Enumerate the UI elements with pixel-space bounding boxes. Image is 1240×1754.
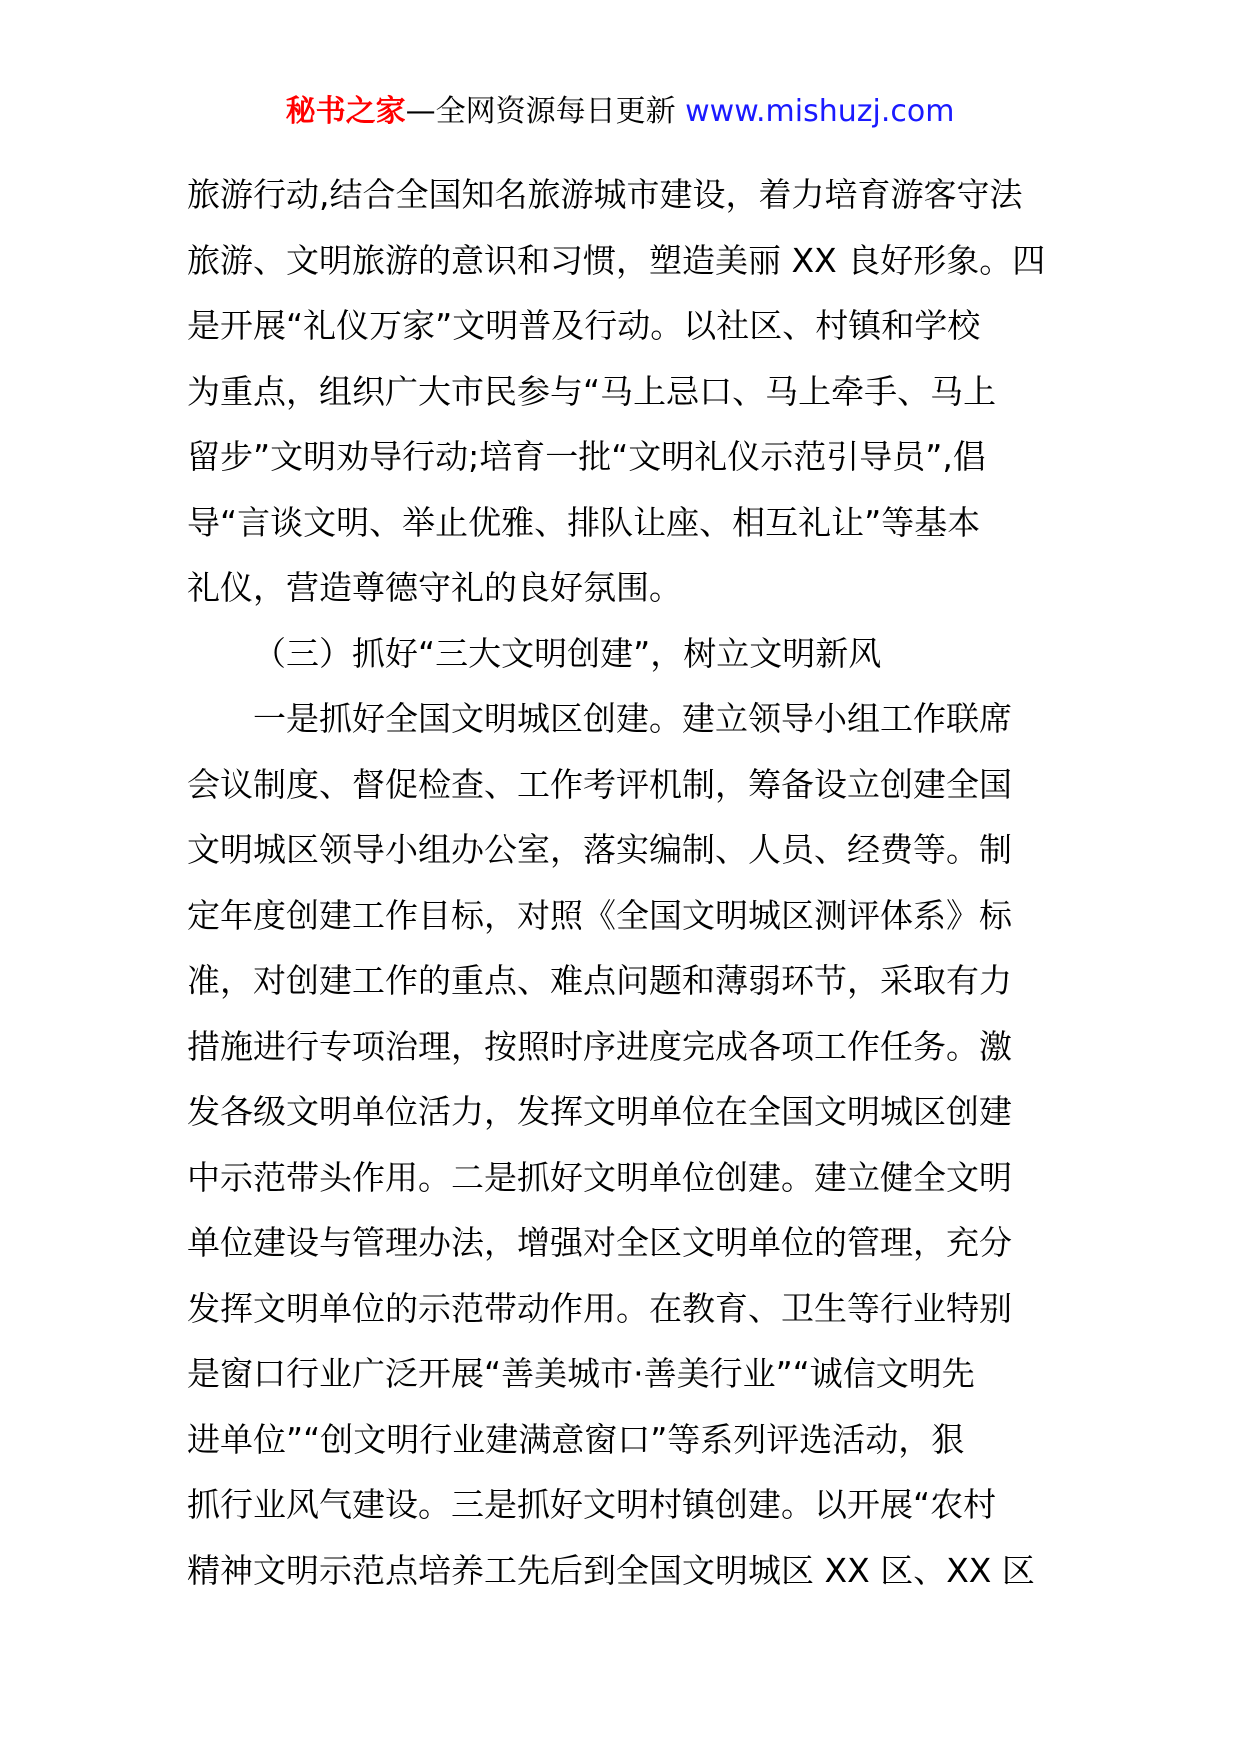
body-line: 中示范带头作用。二是抓好文明单位创建。建立健全文明	[187, 1157, 1012, 1197]
body-line: 是窗口行业广泛开展“善美城市·善美行业”“诚信文明先	[187, 1354, 975, 1393]
body-line: 留步”文明劝导行动;培育一批“文明礼仪示范引导员”,倡	[187, 437, 986, 476]
body-line: 准，对创建工作的重点、难点问题和薄弱环节，采取有力	[187, 961, 1012, 1000]
body-line: 导“言谈文明、举止优雅、排队让座、相互礼让”等基本	[187, 502, 981, 542]
body-line: 定年度创建工作目标，对照《全国文明城区测评体系》标	[187, 895, 1012, 935]
page-header	[0, 90, 1240, 134]
body-line: 会议制度、督促检查、工作考评机制，筹备设立创建全国	[187, 764, 1012, 804]
document-body	[187, 162, 1067, 1603]
body-line: 措施进行专项治理，按照时序进度完成各项工作任务。激	[187, 1026, 1012, 1066]
body-line: 抓行业风气建设。三是抓好文明村镇创建。以开展“农村	[187, 1485, 997, 1524]
body-line: 旅游、文明旅游的意识和习惯，塑造美丽 XX 良好形象。四	[187, 240, 1046, 280]
paragraph-first-line: 一是抓好全国文明城区创建。建立领导小组工作联席	[253, 699, 1012, 738]
body-line: 为重点，组织广大市民参与“马上忌口、马上牵手、马上	[187, 371, 997, 411]
body-line: 礼仪，营造尊德守礼的良好氛围。	[187, 568, 682, 607]
body-line: 旅游行动,结合全国知名旅游城市建设，着力培育游客守法	[187, 175, 1023, 214]
body-line: 是开展“礼仪万家”文明普及行动。以社区、村镇和学校	[187, 306, 981, 345]
website-link[interactable]: www.mishuzj.com	[685, 94, 955, 129]
brand-name: 秘书之家	[285, 94, 406, 129]
header-tagline: —全网资源每日更新	[405, 94, 676, 129]
section-heading: （三）抓好“三大文明创建”，树立文明新风	[253, 633, 882, 673]
body-line: 文明城区领导小组办公室，落实编制、人员、经费等。制	[187, 830, 1012, 869]
body-line: 精神文明示范点培养工先后到全国文明城区 XX 区、XX 区	[187, 1550, 1035, 1590]
body-line: 发挥文明单位的示范带动作用。在教育、卫生等行业特别	[187, 1288, 1012, 1328]
body-line: 单位建设与管理办法，增强对全区文明单位的管理，充分	[187, 1223, 1012, 1262]
body-line: 发各级文明单位活力，发挥文明单位在全国文明城区创建	[187, 1092, 1012, 1131]
body-line: 进单位”“创文明行业建满意窗口”等系列评选活动，狠	[187, 1419, 965, 1459]
